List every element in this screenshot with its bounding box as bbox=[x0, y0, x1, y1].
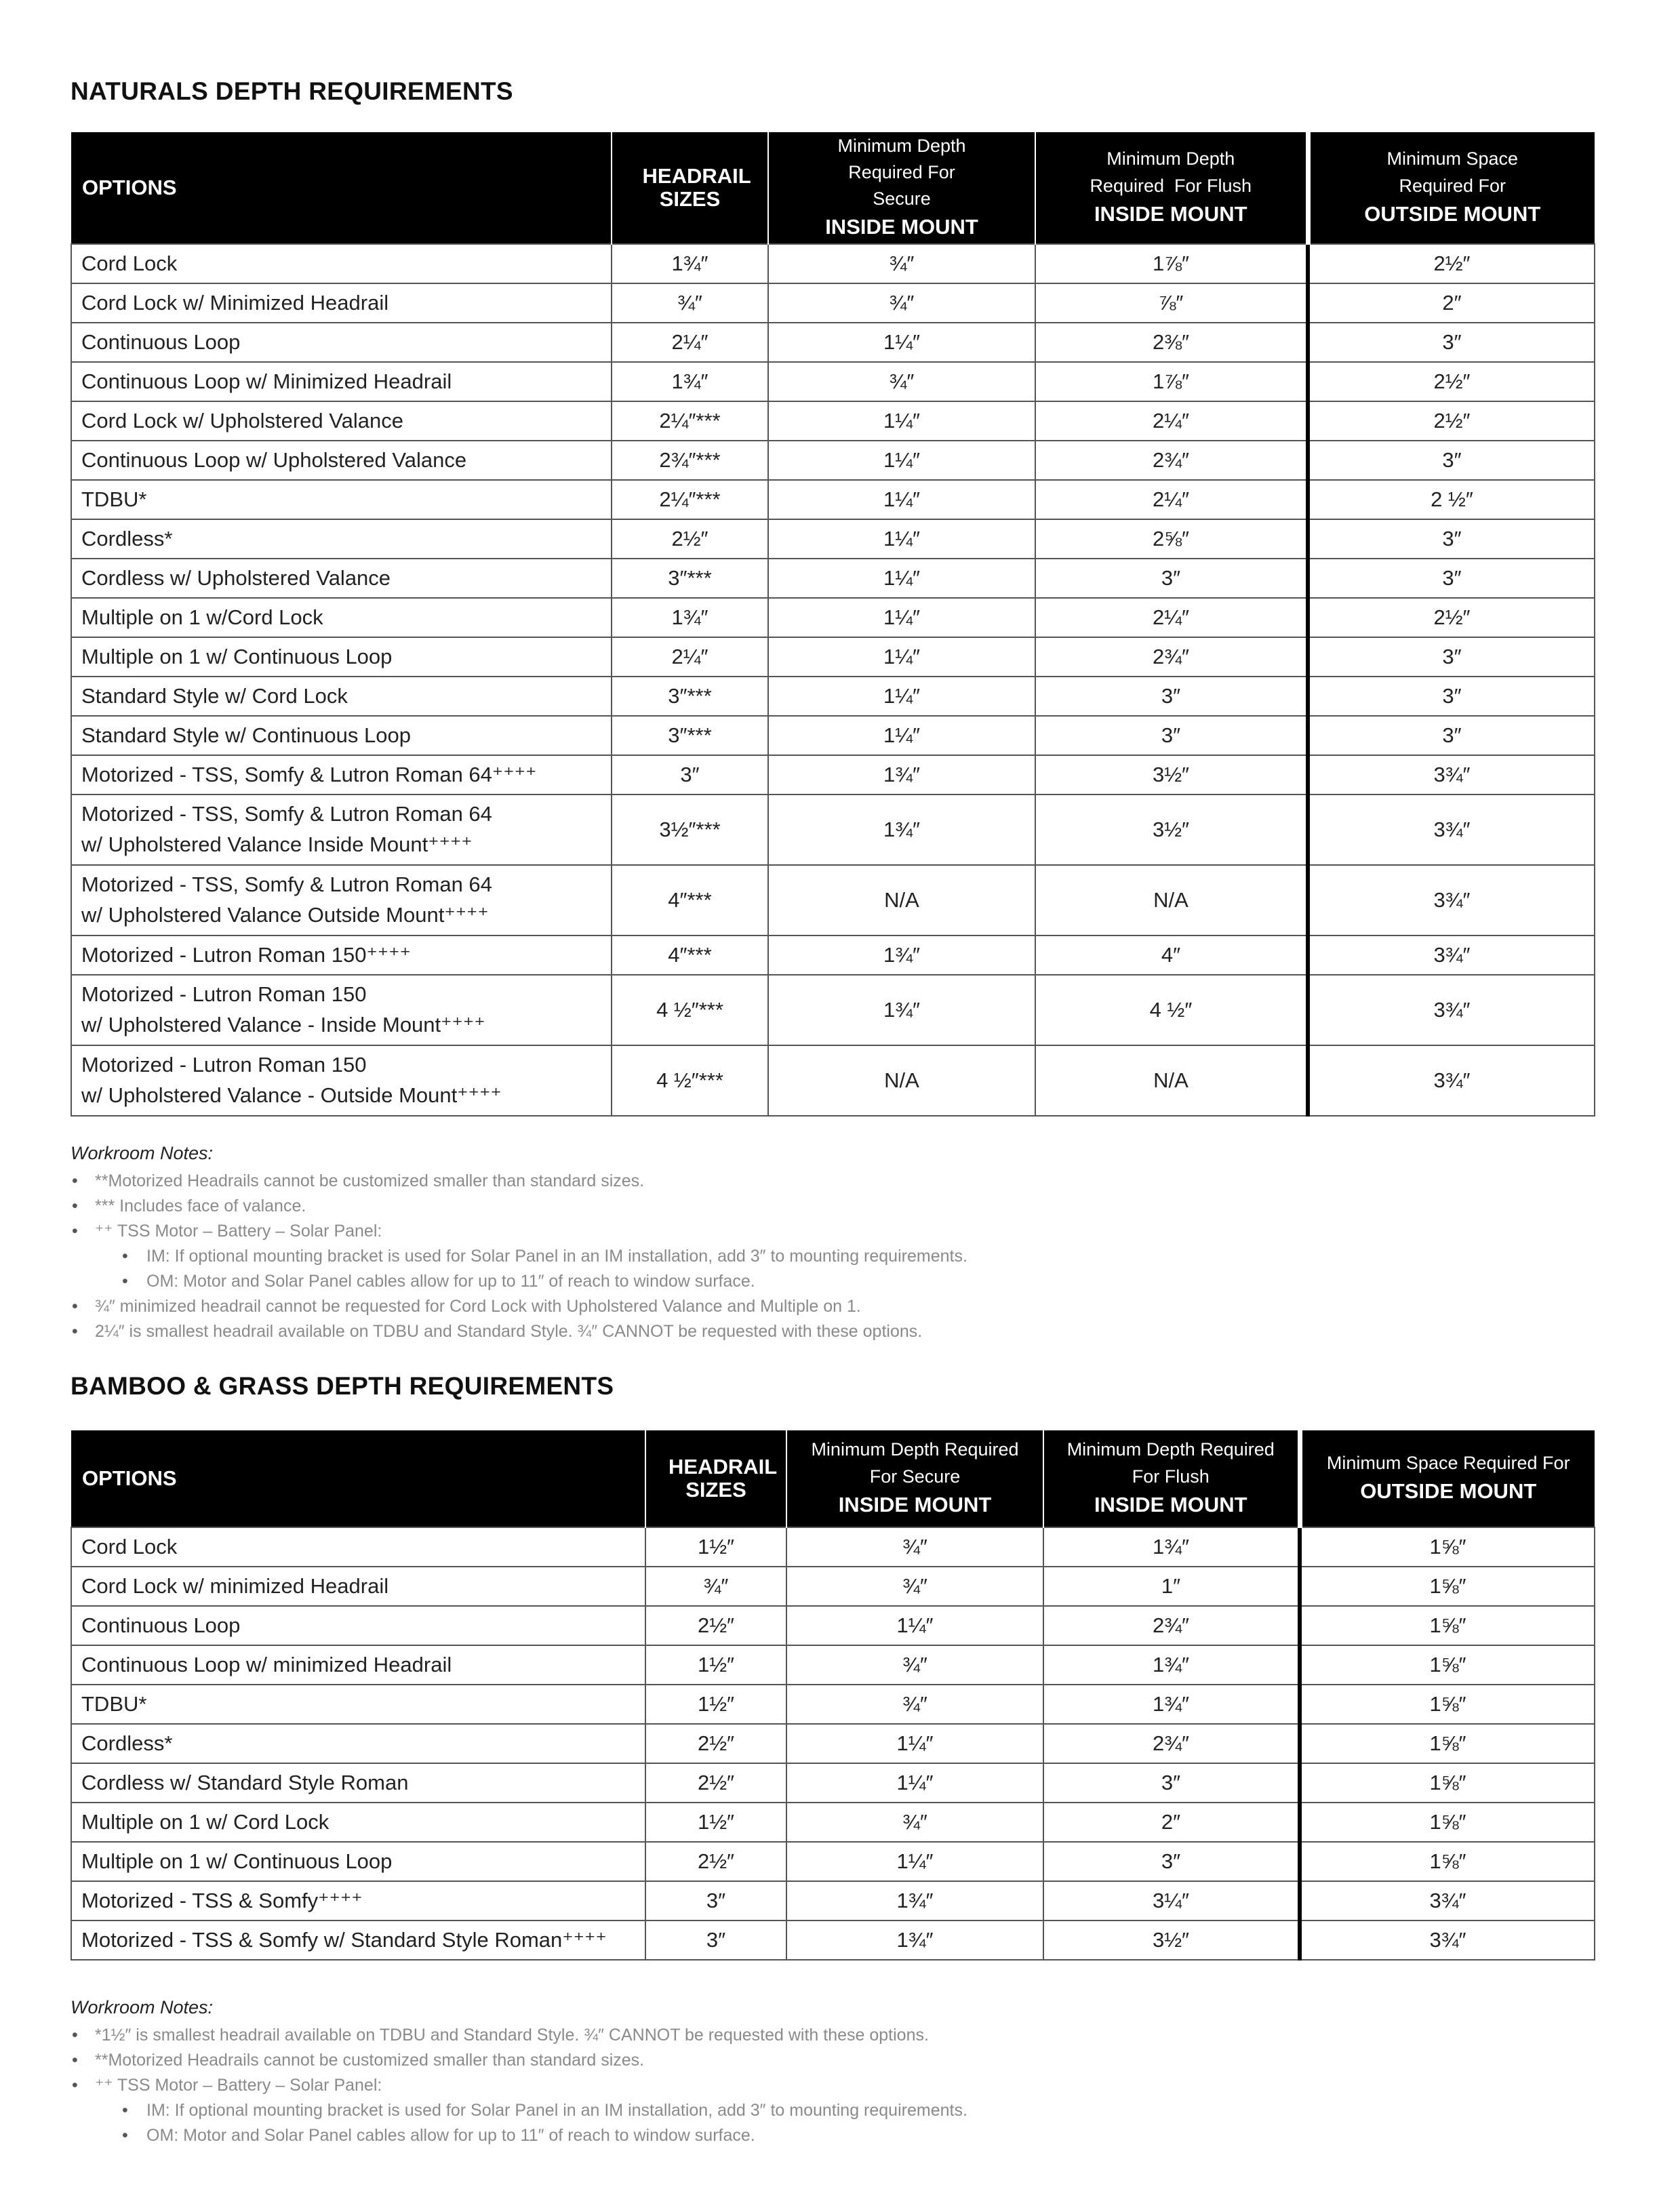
option-cell: Continuous Loop w/ minimized Headrail bbox=[71, 1645, 645, 1685]
headrail-sizes-label: HEADRAIL SIZES bbox=[668, 1454, 778, 1502]
secure-depth-cell: 1¼″ bbox=[786, 1724, 1043, 1763]
secure-depth-label: Minimum Depth Required For Secure bbox=[811, 1439, 1019, 1487]
headrail-size-cell: 2½″ bbox=[645, 1842, 786, 1881]
secure-depth-cell: 1¾″ bbox=[786, 1921, 1043, 1960]
option-cell: TDBU* bbox=[71, 1685, 645, 1724]
outside-mount-label: OUTSIDE MOUNT bbox=[1364, 201, 1541, 226]
note-item: • *** Includes face of valance. bbox=[71, 1194, 967, 1219]
option-cell: Continuous Loop w/ Minimized Headrail bbox=[71, 362, 612, 401]
option-cell: Cordless* bbox=[71, 1724, 645, 1763]
secure-depth-cell: 1¼″ bbox=[786, 1606, 1043, 1645]
bamboo-header-row bbox=[71, 1430, 1595, 1527]
flush-depth-cell: 1¾″ bbox=[1043, 1527, 1300, 1567]
secure-depth-cell: 1¼″ bbox=[786, 1763, 1043, 1803]
secure-depth-cell: 1¼″ bbox=[786, 1842, 1043, 1881]
headrail-size-cell: 1¾″ bbox=[612, 598, 768, 637]
outside-space-cell: 1⅝″ bbox=[1300, 1724, 1595, 1763]
note-item: • ⁺⁺ TSS Motor – Battery – Solar Panel: bbox=[71, 2073, 967, 2098]
secure-depth-label: Minimum Depth Required For Secure bbox=[837, 135, 966, 209]
table-row bbox=[71, 1724, 1595, 1763]
naturals-workroom-notes bbox=[71, 1169, 967, 1344]
headrail-size-cell: 3½″*** bbox=[612, 795, 768, 865]
note-item: • ⁺⁺ TSS Motor – Battery – Solar Panel: bbox=[71, 1219, 967, 1244]
outside-space-cell: 1⅝″ bbox=[1300, 1645, 1595, 1685]
naturals-depth-table bbox=[71, 132, 1595, 1117]
bamboo-depth-table bbox=[71, 1430, 1595, 1960]
option-cell: Multiple on 1 w/ Continuous Loop bbox=[71, 637, 612, 677]
option-cell: Continuous Loop w/ Upholstered Valance bbox=[71, 441, 612, 480]
note-item: • *1½″ is smallest headrail available on TDBU and Standard Style. ¾″ CANNOT be requested with these options. bbox=[71, 2023, 967, 2048]
naturals-table-body bbox=[71, 244, 1595, 1116]
secure-depth-cell: ¾″ bbox=[786, 1527, 1043, 1567]
secure-depth-cell: ¾″ bbox=[786, 1567, 1043, 1606]
headrail-size-cell: 2½″ bbox=[645, 1606, 786, 1645]
option-cell: Motorized - Lutron Roman 150⁺⁺⁺⁺ bbox=[71, 936, 612, 975]
option-cell: TDBU* bbox=[71, 480, 612, 519]
flush-depth-cell: 1″ bbox=[1043, 1567, 1300, 1606]
outside-mount-label: OUTSIDE MOUNT bbox=[1360, 1479, 1537, 1504]
outside-space-label: Minimum Space Required For bbox=[1326, 1452, 1570, 1473]
options-header: OPTIONS bbox=[71, 1430, 645, 1527]
table-row bbox=[71, 441, 1595, 480]
table-row bbox=[71, 1567, 1595, 1606]
table-row bbox=[71, 716, 1595, 755]
secure-depth-cell: ¾″ bbox=[768, 362, 1035, 401]
secure-depth-cell: ¾″ bbox=[768, 283, 1035, 323]
option-cell: Continuous Loop bbox=[71, 1606, 645, 1645]
flush-depth-cell: 1¾″ bbox=[1043, 1685, 1300, 1724]
secure-depth-cell: 1¾″ bbox=[768, 755, 1035, 795]
note-item: • IM: If optional mounting bracket is used for Solar Panel in an IM installation, add 3″ to mounting requirements. bbox=[71, 1244, 967, 1269]
headrail-size-cell: 1½″ bbox=[645, 1645, 786, 1685]
table-row bbox=[71, 1842, 1595, 1881]
headrail-size-cell: 2¼″ bbox=[612, 323, 768, 362]
outside-space-cell: 3″ bbox=[1308, 716, 1595, 755]
headrail-size-cell: 4″*** bbox=[612, 936, 768, 975]
table-row bbox=[71, 1881, 1595, 1921]
flush-depth-cell: 2¾″ bbox=[1043, 1606, 1300, 1645]
headrail-size-cell: 3″ bbox=[645, 1921, 786, 1960]
secure-depth-cell: ¾″ bbox=[768, 244, 1035, 283]
option-cell: Motorized - Lutron Roman 150 w/ Upholstered Valance - Outside Mount⁺⁺⁺⁺ bbox=[71, 1045, 612, 1116]
secure-depth-cell: 1¼″ bbox=[768, 677, 1035, 716]
headrail-size-cell: 4 ½″*** bbox=[612, 975, 768, 1045]
secure-depth-cell: 1¼″ bbox=[768, 323, 1035, 362]
outside-space-cell: 3″ bbox=[1308, 559, 1595, 598]
option-cell: Cordless w/ Standard Style Roman bbox=[71, 1763, 645, 1803]
table-row bbox=[71, 480, 1595, 519]
headrail-size-cell: 1½″ bbox=[645, 1685, 786, 1724]
table-row bbox=[71, 795, 1595, 865]
headrail-size-cell: 3″*** bbox=[612, 716, 768, 755]
flush-depth-cell: 1⅞″ bbox=[1035, 362, 1308, 401]
option-cell: Cord Lock w/ Minimized Headrail bbox=[71, 283, 612, 323]
flush-inside-mount-header bbox=[1043, 1430, 1300, 1527]
flush-depth-cell: N/A bbox=[1035, 1045, 1308, 1116]
flush-depth-cell: 2¼″ bbox=[1035, 480, 1308, 519]
headrail-size-cell: 3″*** bbox=[612, 559, 768, 598]
table-row bbox=[71, 401, 1595, 441]
secure-depth-cell: 1¼″ bbox=[768, 480, 1035, 519]
option-cell: Cordless w/ Upholstered Valance bbox=[71, 559, 612, 598]
headrail-size-cell: 2¾″*** bbox=[612, 441, 768, 480]
headrail-size-cell: 3″ bbox=[645, 1881, 786, 1921]
bamboo-workroom-notes bbox=[71, 2023, 967, 2148]
options-header: OPTIONS bbox=[71, 132, 612, 244]
flush-depth-cell: 1⅞″ bbox=[1035, 244, 1308, 283]
outside-space-cell: 2″ bbox=[1308, 283, 1595, 323]
outside-space-cell: 2½″ bbox=[1308, 401, 1595, 441]
outside-space-cell: 1⅝″ bbox=[1300, 1803, 1595, 1842]
headrail-sizes-label: HEADRAIL SIZES bbox=[642, 163, 751, 211]
outside-space-label: Minimum Space Required For bbox=[1386, 148, 1519, 196]
secure-depth-cell: ¾″ bbox=[786, 1685, 1043, 1724]
table-row bbox=[71, 1803, 1595, 1842]
flush-depth-label: Minimum Depth Required For Flush bbox=[1090, 148, 1252, 196]
secure-depth-cell: 1¼″ bbox=[768, 598, 1035, 637]
table-row bbox=[71, 1645, 1595, 1685]
flush-depth-label: Minimum Depth Required For Flush bbox=[1066, 1439, 1275, 1487]
option-cell: Cord Lock bbox=[71, 244, 612, 283]
outside-space-cell: 3″ bbox=[1308, 323, 1595, 362]
option-cell: Multiple on 1 w/ Cord Lock bbox=[71, 1803, 645, 1842]
flush-depth-cell: 3″ bbox=[1035, 677, 1308, 716]
flush-depth-cell: 2¾″ bbox=[1043, 1724, 1300, 1763]
headrail-size-cell: ¾″ bbox=[645, 1567, 786, 1606]
flush-depth-cell: 3″ bbox=[1035, 559, 1308, 598]
table-row bbox=[71, 519, 1595, 559]
outside-space-cell: 3¾″ bbox=[1308, 755, 1595, 795]
table-row bbox=[71, 865, 1595, 936]
secure-depth-cell: 1¾″ bbox=[768, 795, 1035, 865]
flush-depth-cell: 2⅜″ bbox=[1035, 323, 1308, 362]
option-cell: Continuous Loop bbox=[71, 323, 612, 362]
option-cell: Motorized - TSS, Somfy & Lutron Roman 64⁺⁺⁺⁺ bbox=[71, 755, 612, 795]
outside-space-cell: 3¾″ bbox=[1308, 975, 1595, 1045]
naturals-notes-title: Workroom Notes: bbox=[71, 1143, 214, 1163]
secure-depth-cell: 1¾″ bbox=[786, 1881, 1043, 1921]
table-row bbox=[71, 598, 1595, 637]
headrail-size-cell: 2¼″*** bbox=[612, 480, 768, 519]
headrail-sizes-header bbox=[645, 1430, 786, 1527]
option-cell: Cordless* bbox=[71, 519, 612, 559]
table-row bbox=[71, 323, 1595, 362]
option-cell: Motorized - TSS & Somfy⁺⁺⁺⁺ bbox=[71, 1881, 645, 1921]
table-row bbox=[71, 283, 1595, 323]
table-row bbox=[71, 1921, 1595, 1960]
outside-space-cell: 3″ bbox=[1308, 441, 1595, 480]
outside-space-cell: 2½″ bbox=[1308, 244, 1595, 283]
flush-depth-cell: ⅞″ bbox=[1035, 283, 1308, 323]
headrail-size-cell: 1½″ bbox=[645, 1527, 786, 1567]
outside-space-cell: 3¾″ bbox=[1300, 1881, 1595, 1921]
option-cell: Cord Lock w/ minimized Headrail bbox=[71, 1567, 645, 1606]
secure-depth-cell: 1¼″ bbox=[768, 441, 1035, 480]
table-row bbox=[71, 1527, 1595, 1567]
outside-space-cell: 3¾″ bbox=[1308, 865, 1595, 936]
flush-depth-cell: 3″ bbox=[1035, 716, 1308, 755]
secure-depth-cell: N/A bbox=[768, 865, 1035, 936]
table-row bbox=[71, 1606, 1595, 1645]
outside-space-cell: 1⅝″ bbox=[1300, 1763, 1595, 1803]
outside-space-cell: 3¾″ bbox=[1308, 795, 1595, 865]
outside-space-cell: 2½″ bbox=[1308, 362, 1595, 401]
outside-space-cell: 2 ½″ bbox=[1308, 480, 1595, 519]
outside-space-cell: 3″ bbox=[1308, 637, 1595, 677]
secure-inside-mount-label: INSIDE MOUNT bbox=[838, 1492, 992, 1516]
note-item: • ¾″ minimized headrail cannot be requested for Cord Lock with Upholstered Valance and Multiple on 1. bbox=[71, 1294, 967, 1319]
headrail-sizes-header bbox=[612, 132, 768, 244]
outside-space-cell: 1⅝″ bbox=[1300, 1685, 1595, 1724]
option-cell: Motorized - TSS, Somfy & Lutron Roman 64 w/ Upholstered Valance Outside Mount⁺⁺⁺⁺ bbox=[71, 865, 612, 936]
table-row bbox=[71, 975, 1595, 1045]
flush-depth-cell: 3½″ bbox=[1035, 755, 1308, 795]
headrail-size-cell: 2¼″ bbox=[612, 637, 768, 677]
note-item: • **Motorized Headrails cannot be customized smaller than standard sizes. bbox=[71, 2048, 967, 2073]
flush-depth-cell: 3½″ bbox=[1035, 795, 1308, 865]
table-row bbox=[71, 362, 1595, 401]
note-item: • 2¼″ is smallest headrail available on TDBU and Standard Style. ¾″ CANNOT be requested with these options. bbox=[71, 1319, 967, 1344]
flush-depth-cell: 2¼″ bbox=[1035, 598, 1308, 637]
headrail-size-cell: 2½″ bbox=[645, 1763, 786, 1803]
outside-space-cell: 1⅝″ bbox=[1300, 1606, 1595, 1645]
note-item: • IM: If optional mounting bracket is used for Solar Panel in an IM installation, add 3″ to mounting requirements. bbox=[71, 2098, 967, 2123]
outside-space-cell: 1⅝″ bbox=[1300, 1527, 1595, 1567]
secure-inside-mount-header bbox=[786, 1430, 1043, 1527]
secure-depth-cell: 1¼″ bbox=[768, 519, 1035, 559]
flush-depth-cell: 3″ bbox=[1043, 1763, 1300, 1803]
table-row bbox=[71, 677, 1595, 716]
option-cell: Motorized - Lutron Roman 150 w/ Upholstered Valance - Inside Mount⁺⁺⁺⁺ bbox=[71, 975, 612, 1045]
naturals-section-title: NATURALS DEPTH REQUIREMENTS bbox=[71, 77, 513, 105]
option-cell: Motorized - TSS & Somfy w/ Standard Style Roman⁺⁺⁺⁺ bbox=[71, 1921, 645, 1960]
secure-depth-cell: 1¾″ bbox=[768, 975, 1035, 1045]
headrail-size-cell: 2½″ bbox=[645, 1724, 786, 1763]
table-row bbox=[71, 559, 1595, 598]
secure-depth-cell: 1¼″ bbox=[768, 401, 1035, 441]
headrail-size-cell: 1¾″ bbox=[612, 362, 768, 401]
flush-inside-mount-label: INSIDE MOUNT bbox=[1094, 1492, 1247, 1516]
table-row bbox=[71, 637, 1595, 677]
outside-space-cell: 1⅝″ bbox=[1300, 1567, 1595, 1606]
table-row bbox=[71, 1685, 1595, 1724]
option-cell: Standard Style w/ Cord Lock bbox=[71, 677, 612, 716]
flush-depth-cell: 2¾″ bbox=[1035, 637, 1308, 677]
outside-space-cell: 3″ bbox=[1308, 677, 1595, 716]
bamboo-section-title: BAMBOO & GRASS DEPTH REQUIREMENTS bbox=[71, 1372, 614, 1400]
flush-depth-cell: 2¾″ bbox=[1035, 441, 1308, 480]
secure-depth-cell: 1¼″ bbox=[768, 637, 1035, 677]
outside-mount-header bbox=[1300, 1430, 1595, 1527]
flush-depth-cell: 3½″ bbox=[1043, 1921, 1300, 1960]
outside-space-cell: 3¾″ bbox=[1308, 1045, 1595, 1116]
flush-inside-mount-label: INSIDE MOUNT bbox=[1094, 201, 1247, 226]
headrail-size-cell: 4 ½″*** bbox=[612, 1045, 768, 1116]
outside-space-cell: 3¾″ bbox=[1300, 1921, 1595, 1960]
table-row bbox=[71, 1763, 1595, 1803]
table-row bbox=[71, 244, 1595, 283]
secure-depth-cell: ¾″ bbox=[786, 1803, 1043, 1842]
outside-space-cell: 1⅝″ bbox=[1300, 1842, 1595, 1881]
flush-depth-cell: 4″ bbox=[1035, 936, 1308, 975]
headrail-size-cell: 1¾″ bbox=[612, 244, 768, 283]
table-row bbox=[71, 936, 1595, 975]
flush-depth-cell: 3¼″ bbox=[1043, 1881, 1300, 1921]
outside-space-cell: 3¾″ bbox=[1308, 936, 1595, 975]
naturals-header-row bbox=[71, 132, 1595, 244]
option-cell: Standard Style w/ Continuous Loop bbox=[71, 716, 612, 755]
secure-depth-cell: ¾″ bbox=[786, 1645, 1043, 1685]
headrail-size-cell: 1½″ bbox=[645, 1803, 786, 1842]
outside-space-cell: 2½″ bbox=[1308, 598, 1595, 637]
flush-depth-cell: 2¼″ bbox=[1035, 401, 1308, 441]
option-cell: Multiple on 1 w/Cord Lock bbox=[71, 598, 612, 637]
flush-inside-mount-header bbox=[1035, 132, 1308, 244]
outside-mount-header bbox=[1308, 132, 1595, 244]
option-cell: Multiple on 1 w/ Continuous Loop bbox=[71, 1842, 645, 1881]
headrail-size-cell: 3″ bbox=[612, 755, 768, 795]
flush-depth-cell: N/A bbox=[1035, 865, 1308, 936]
secure-depth-cell: N/A bbox=[768, 1045, 1035, 1116]
headrail-size-cell: 3″*** bbox=[612, 677, 768, 716]
flush-depth-cell: 2⅝″ bbox=[1035, 519, 1308, 559]
table-row bbox=[71, 1045, 1595, 1116]
flush-depth-cell: 4 ½″ bbox=[1035, 975, 1308, 1045]
flush-depth-cell: 3″ bbox=[1043, 1842, 1300, 1881]
headrail-size-cell: ¾″ bbox=[612, 283, 768, 323]
bamboo-notes-title: Workroom Notes: bbox=[71, 1997, 214, 2017]
secure-inside-mount-header bbox=[768, 132, 1035, 244]
note-item: • **Motorized Headrails cannot be customized smaller than standard sizes. bbox=[71, 1169, 967, 1194]
option-cell: Motorized - TSS, Somfy & Lutron Roman 64 w/ Upholstered Valance Inside Mount⁺⁺⁺⁺ bbox=[71, 795, 612, 865]
secure-inside-mount-label: INSIDE MOUNT bbox=[825, 215, 978, 239]
secure-depth-cell: 1¾″ bbox=[768, 936, 1035, 975]
flush-depth-cell: 2″ bbox=[1043, 1803, 1300, 1842]
headrail-size-cell: 4″*** bbox=[612, 865, 768, 936]
secure-depth-cell: 1¼″ bbox=[768, 559, 1035, 598]
option-cell: Cord Lock bbox=[71, 1527, 645, 1567]
flush-depth-cell: 1¾″ bbox=[1043, 1645, 1300, 1685]
table-row bbox=[71, 755, 1595, 795]
outside-space-cell: 3″ bbox=[1308, 519, 1595, 559]
note-item: • OM: Motor and Solar Panel cables allow for up to 11″ of reach to window surface. bbox=[71, 1269, 967, 1294]
note-item: • OM: Motor and Solar Panel cables allow for up to 11″ of reach to window surface. bbox=[71, 2123, 967, 2148]
option-cell: Cord Lock w/ Upholstered Valance bbox=[71, 401, 612, 441]
secure-depth-cell: 1¼″ bbox=[768, 716, 1035, 755]
headrail-size-cell: 2¼″*** bbox=[612, 401, 768, 441]
bamboo-table-body bbox=[71, 1527, 1595, 1960]
headrail-size-cell: 2½″ bbox=[612, 519, 768, 559]
